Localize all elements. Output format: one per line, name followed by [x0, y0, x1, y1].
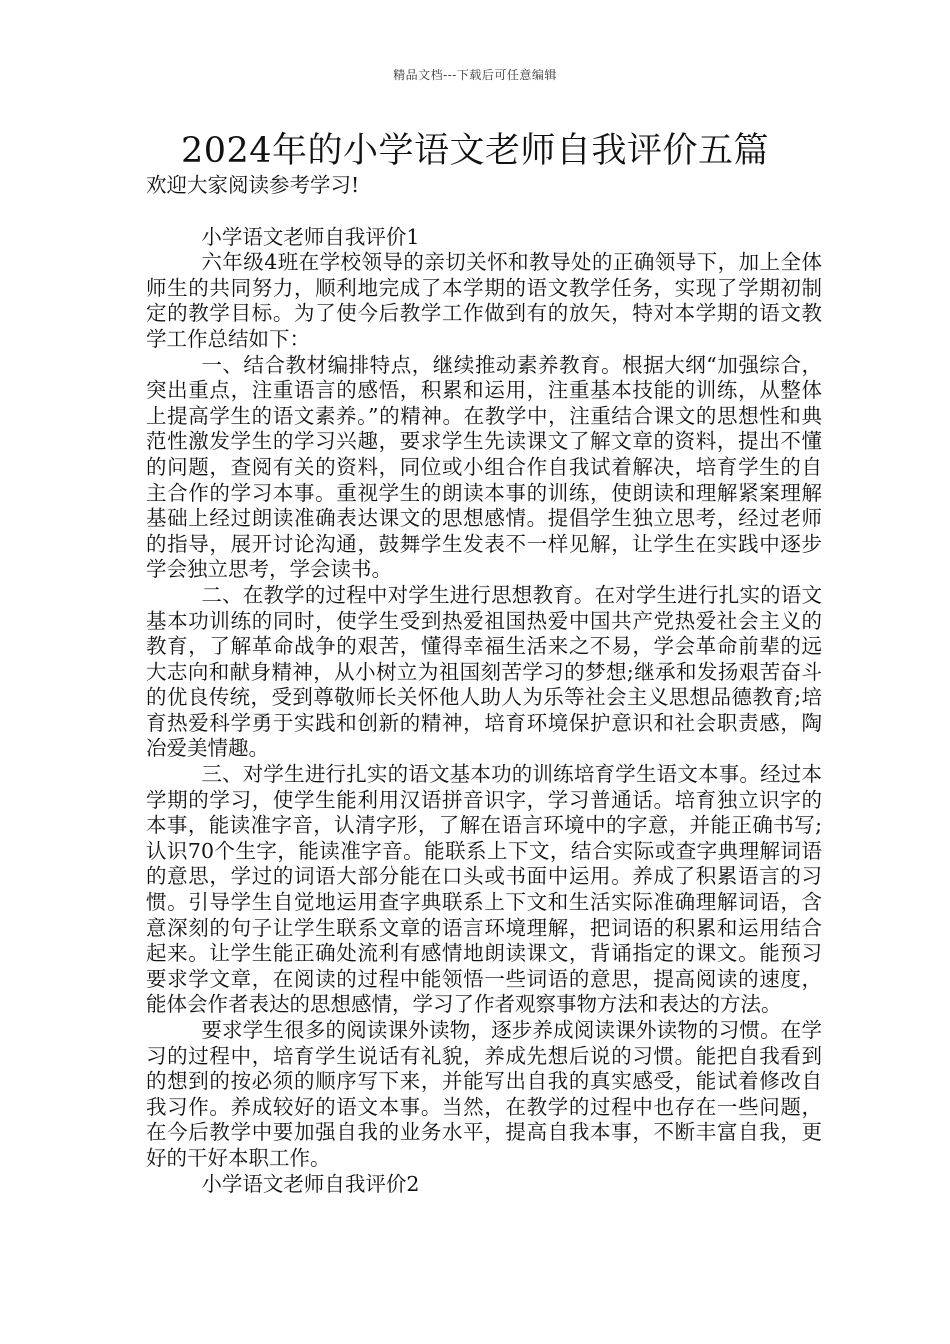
paragraph-point-2: 二、在教学的过程中对学生进行思想教育。在对学生进行扎实的语文基本功训练的同时，使学生受到热爱祖国热爱中国共产党热爱社会主义的教育，了解革命战争的艰苦，懂得幸福生活来之不易，学会革命前辈的远大志向和献身精神，从小树立为祖国刻苦学习的梦想;继承和发扬艰苦奋斗的优良传统，受到尊敬师长关怀他人助人为乐等社会主义思想品德教育;培育热爱科学勇于实践和创新的精神，培育环境保护意识和社会职责感，陶冶爱美情趣。	[146, 582, 822, 761]
section-heading-1: 小学语文老师自我评价1	[201, 224, 420, 249]
document-title: 2024年的小学语文老师自我评价五篇	[180, 131, 770, 171]
paragraph-point-3: 三、对学生进行扎实的语文基本功的训练培育学生语文本事。经过本学期的学习，使学生能利用汉语拼音识字，学习普通话。培育独立识字的本事，能读准字音，认清字形，了解在语言环境中的字意，并能正确书写;认识70个生字，能读准字音。能联系上下文，结合实际或查字典理解词语的意思，学过的词语大部分能在口头或书面中运用。养成了积累语言的习惯。引导学生自觉地运用查字典联系上下文和生活实际准确理解词语，含意深刻的句子让学生联系文章的语言环境理解，把词语的积累和运用结合起来。让学生能正确处流利有感情地朗读课文，背诵指定的课文。能预习要求学文章，在阅读的过程中能领悟一些词语的意思，提高阅读的速度，能体会作者表达的思想感情，学习了作者观察事物方法和表达的方法。	[146, 762, 822, 1017]
header-note: 精品文档---下载后可任意编辑	[393, 68, 557, 82]
section-heading-2: 小学语文老师自我评价2	[201, 1171, 420, 1196]
document-body	[146, 173, 822, 1197]
intro-line: 欢迎大家阅读参考学习!	[146, 173, 360, 197]
paragraph-closing: 要求学生很多的阅读课外读物，逐步养成阅读课外读物的习惯。在学习的过程中，培育学生说话有礼貌，养成先想后说的习惯。能把自我看到的想到的按必须的顺序写下来，并能写出自我的真实感受，能试着修改自我习作。养成较好的语文本事。当然，在教学的过程中也存在一些问题，在今后教学中要加强自我的业务水平，提高自我本事，不断丰富自我，更好的干好本职工作。	[146, 1018, 822, 1170]
paragraph-point-1: 一、结合教材编排特点，继续推动素养教育。根据大纲“加强综合，突出重点，注重语言的感悟，积累和运用，注重基本技能的训练，从整体上提高学生的语文素养。”的精神。在教学中，注重结合课文的思想性和典范性激发学生的学习兴趣，要求学生先读课文了解文章的资料，提出不懂的问题，查阅有关的资料，同位或小组合作自我试着解决，培育学生的自主合作的学习本事。重视学生的朗读本事的训练，使朗读和理解紧案理解基础上经过朗读准确表达课文的思想感情。提倡学生独立思考，经过老师的指导，展开讨论沟通，鼓舞学生发表不一样见解，让学生在实践中逐步学会独立思考，学会读书。	[146, 352, 822, 582]
paragraph-opening: 六年级4班在学校领导的亲切关怀和教导处的正确领导下，加上全体师生的共同努力，顺利地完成了本学期的语文教学任务，实现了学期初制定的教学目标。为了使今后教学工作做到有的放矢，特对本学期的语文教学工作总结如下：	[146, 250, 822, 351]
